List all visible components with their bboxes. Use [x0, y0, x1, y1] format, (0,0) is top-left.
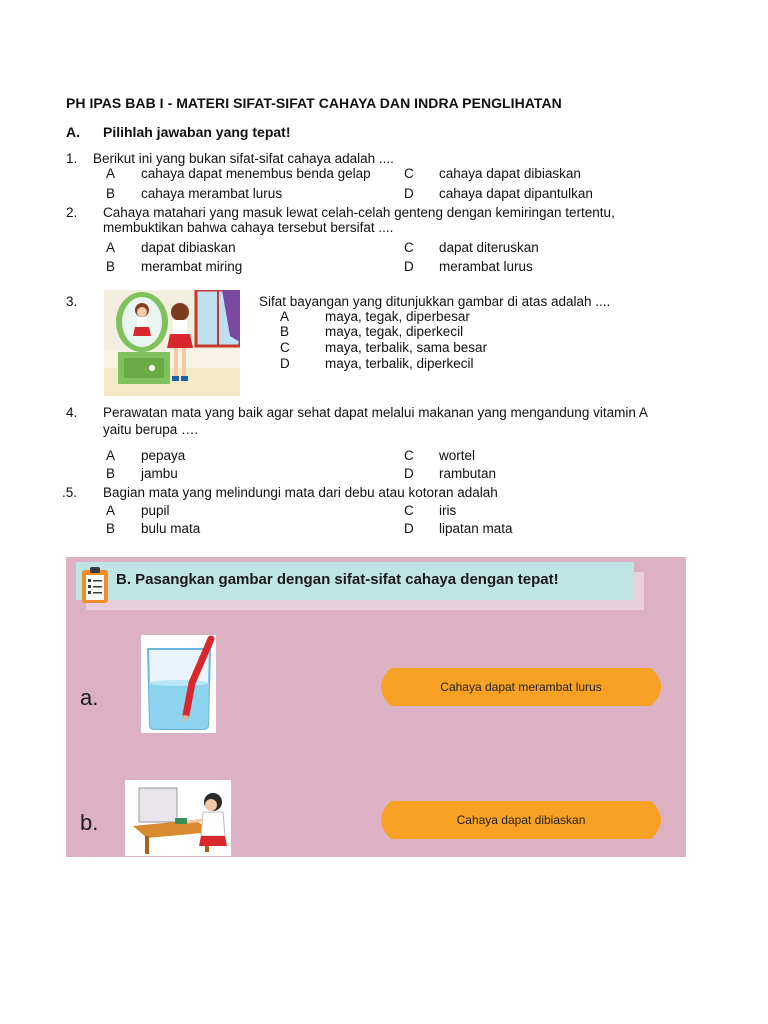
q1-option-c-letter: C [404, 166, 414, 181]
q3-option-c-letter: C [280, 340, 290, 355]
q3-option-a-letter: A [280, 309, 290, 324]
q4-option-a-letter: A [106, 448, 116, 463]
question-3-number: 3. [66, 294, 78, 309]
q3-option-b-letter: B [280, 324, 290, 339]
question-4-text-line2: yaitu berupa …. [103, 422, 199, 437]
q5-option-a[interactable]: pupil [141, 503, 170, 518]
answer-2-text: Cahaya dapat dibiaskan [456, 813, 586, 827]
item-b-label: b. [80, 810, 99, 835]
q2-option-b-letter: B [106, 259, 116, 274]
question-2-text-line2: membuktikan bahwa cahaya tersebut bersifat .... [103, 220, 394, 235]
question-1-text: Berikut ini yang bukan sifat-sifat cahaya adalah .... [93, 151, 394, 166]
q3-option-b[interactable]: maya, tegak, diperkecil [325, 324, 464, 339]
glass-pencil-picture[interactable] [141, 635, 216, 733]
clipboard-checklist-icon [80, 566, 110, 604]
q5-option-b[interactable]: bulu mata [141, 521, 201, 536]
q4-option-b[interactable]: jambu [141, 466, 178, 481]
q5-option-c-letter: C [404, 503, 414, 518]
q4-option-a[interactable]: pepaya [141, 448, 186, 463]
question-2-number: 2. [66, 205, 78, 220]
answer-pill-2[interactable] [371, 801, 671, 839]
question-5-text: Bagian mata yang melindungi mata dari debu atau kotoran adalah [103, 485, 498, 500]
q3-option-d-letter: D [280, 356, 290, 371]
question-2-text-line1: Cahaya matahari yang masuk lewat celah-celah genteng dengan kemiringan tertentu, [103, 205, 615, 220]
q2-option-a[interactable]: dapat dibiaskan [141, 240, 236, 255]
q1-option-b-letter: B [106, 186, 116, 201]
flashlight-experiment-picture[interactable] [125, 780, 231, 856]
section-b-heading: B. Pasangkan gambar dengan sifat-sifat cahaya dengan tepat! [116, 571, 559, 588]
answer-1-text: Cahaya dapat merambat lurus [440, 680, 602, 694]
q4-option-c[interactable]: wortel [439, 448, 476, 463]
q2-option-c-letter: C [404, 240, 414, 255]
question-1-number: 1. [66, 151, 78, 166]
q2-option-c[interactable]: dapat diteruskan [439, 240, 539, 255]
q3-option-a[interactable]: maya, tegak, diperbesar [325, 309, 470, 324]
q3-option-c[interactable]: maya, terbalik, sama besar [325, 340, 488, 355]
item-a-label: a. [80, 685, 99, 710]
question-4-text-line1: Perawatan mata yang baik agar sehat dapat melalui makanan yang mengandung vitamin A [103, 405, 648, 420]
q5-option-c[interactable]: iris [439, 503, 457, 518]
q2-option-b[interactable]: merambat miring [141, 259, 243, 274]
section-a-heading: Pilihlah jawaban yang tepat! [103, 124, 291, 140]
answer-pill-1[interactable] [371, 668, 671, 706]
mirror-reflection-picture [104, 290, 240, 396]
q5-option-d[interactable]: lipatan mata [439, 521, 513, 536]
question-3-text: Sifat bayangan yang ditunjukkan gambar di atas adalah .... [259, 294, 611, 309]
question-5-number: .5. [62, 485, 78, 500]
q4-option-b-letter: B [106, 466, 116, 481]
q4-option-d[interactable]: rambutan [439, 466, 497, 481]
q3-option-d[interactable]: maya, terbalik, diperkecil [325, 356, 474, 371]
q5-option-a-letter: A [106, 503, 116, 518]
q5-option-d-letter: D [404, 521, 414, 536]
q2-option-d-letter: D [404, 259, 414, 274]
q4-option-c-letter: C [404, 448, 414, 463]
q1-option-a[interactable]: cahaya dapat menembus benda gelap [141, 166, 371, 181]
q1-option-d-letter: D [404, 186, 414, 201]
q4-option-d-letter: D [404, 466, 414, 481]
q1-option-b[interactable]: cahaya merambat lurus [141, 186, 283, 201]
section-a-letter: A. [66, 124, 80, 140]
q1-option-d[interactable]: cahaya dapat dipantulkan [439, 186, 593, 201]
q2-option-d[interactable]: merambat lurus [439, 259, 533, 274]
q1-option-c[interactable]: cahaya dapat dibiaskan [439, 166, 581, 181]
question-4-number: 4. [66, 405, 78, 420]
q2-option-a-letter: A [106, 240, 116, 255]
q5-option-b-letter: B [106, 521, 116, 536]
q1-option-a-letter: A [106, 166, 116, 181]
page-title: PH IPAS BAB I - MATERI SIFAT-SIFAT CAHAYA DAN INDRA PENGLIHATAN [66, 95, 562, 111]
